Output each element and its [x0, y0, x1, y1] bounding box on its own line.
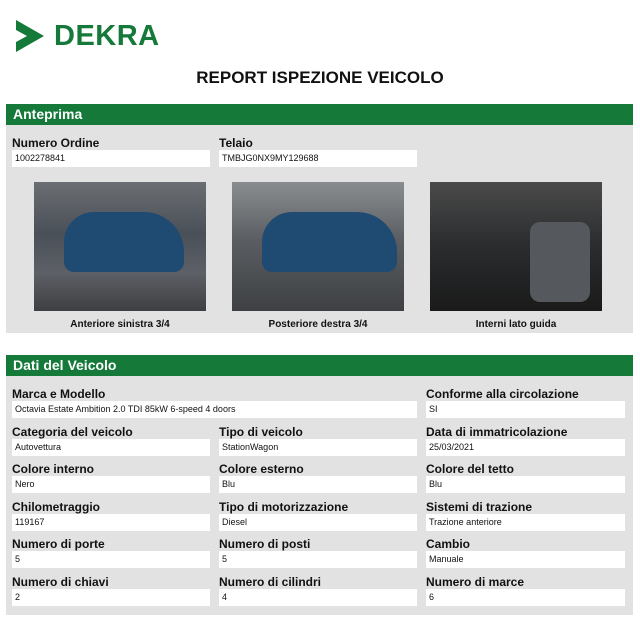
field-label: Telaio	[219, 136, 253, 150]
field-value: 5	[12, 551, 210, 568]
field-value: Octavia Estate Ambition 2.0 TDI 85kW 6-speed 4 doors	[12, 401, 417, 418]
field-value: StationWagon	[219, 439, 417, 456]
field-value: 4	[219, 589, 417, 606]
field-value: SI	[426, 401, 625, 418]
field-value: 119167	[12, 514, 210, 531]
photo-front-left[interactable]	[34, 182, 206, 311]
field-label: Conforme alla circolazione	[426, 387, 579, 401]
field-value: Blu	[426, 476, 625, 493]
field-value: 25/03/2021	[426, 439, 625, 456]
page-title: REPORT ISPEZIONE VEICOLO	[196, 68, 444, 87]
dekra-logo-icon	[14, 18, 46, 54]
field-label: Cambio	[426, 537, 471, 552]
preview-section	[6, 104, 633, 333]
photo-caption: Posteriore destra 3/4	[268, 319, 368, 330]
field-label: Categoria del veicolo	[12, 424, 133, 439]
field-value: Autovettura	[12, 439, 210, 456]
field-label: Marca e Modello	[12, 387, 106, 401]
section-header: Dati del Veicolo	[6, 355, 633, 376]
brand-name: DEKRA	[54, 19, 160, 52]
field-value: 2	[12, 589, 210, 606]
field-value: Diesel	[219, 514, 417, 531]
field-value: Manuale	[426, 551, 625, 568]
field-value: Trazione anteriore	[426, 514, 625, 531]
photo-rear-right[interactable]	[232, 182, 404, 311]
field-label: Numero di porte	[12, 537, 105, 552]
field-value: TMBJG0NX9MY129688	[219, 150, 417, 167]
dekra-logo	[14, 18, 160, 54]
field-label: Sistemi di trazione	[426, 499, 533, 514]
field-label: Numero di marce	[426, 575, 525, 589]
section-header: Anteprima	[6, 104, 633, 125]
field-label: Numero di cilindri	[219, 575, 322, 589]
field-value: 5	[219, 551, 417, 568]
field-label: Numero di posti	[219, 537, 311, 552]
field-label: Colore del tetto	[426, 462, 515, 477]
field-value: 6	[426, 589, 625, 606]
vehicle-section	[6, 355, 633, 615]
field-label: Colore esterno	[219, 462, 304, 477]
photo-caption: Interni lato guida	[475, 319, 557, 330]
field-label: Numero Ordine	[12, 136, 100, 150]
field-value: Nero	[12, 476, 210, 493]
field-value: 1002278841	[12, 150, 210, 167]
photo-caption: Anteriore sinistra 3/4	[70, 319, 170, 330]
field-label: Chilometraggio	[12, 499, 101, 514]
field-value: Blu	[219, 476, 417, 493]
field-label: Numero di chiavi	[12, 575, 109, 589]
field-label: Data di immatricolazione	[426, 424, 568, 439]
field-label: Tipo di veicolo	[219, 424, 303, 439]
photo-interior[interactable]	[430, 182, 602, 311]
field-label: Tipo di motorizzazione	[219, 499, 349, 514]
field-label: Colore interno	[12, 462, 95, 477]
